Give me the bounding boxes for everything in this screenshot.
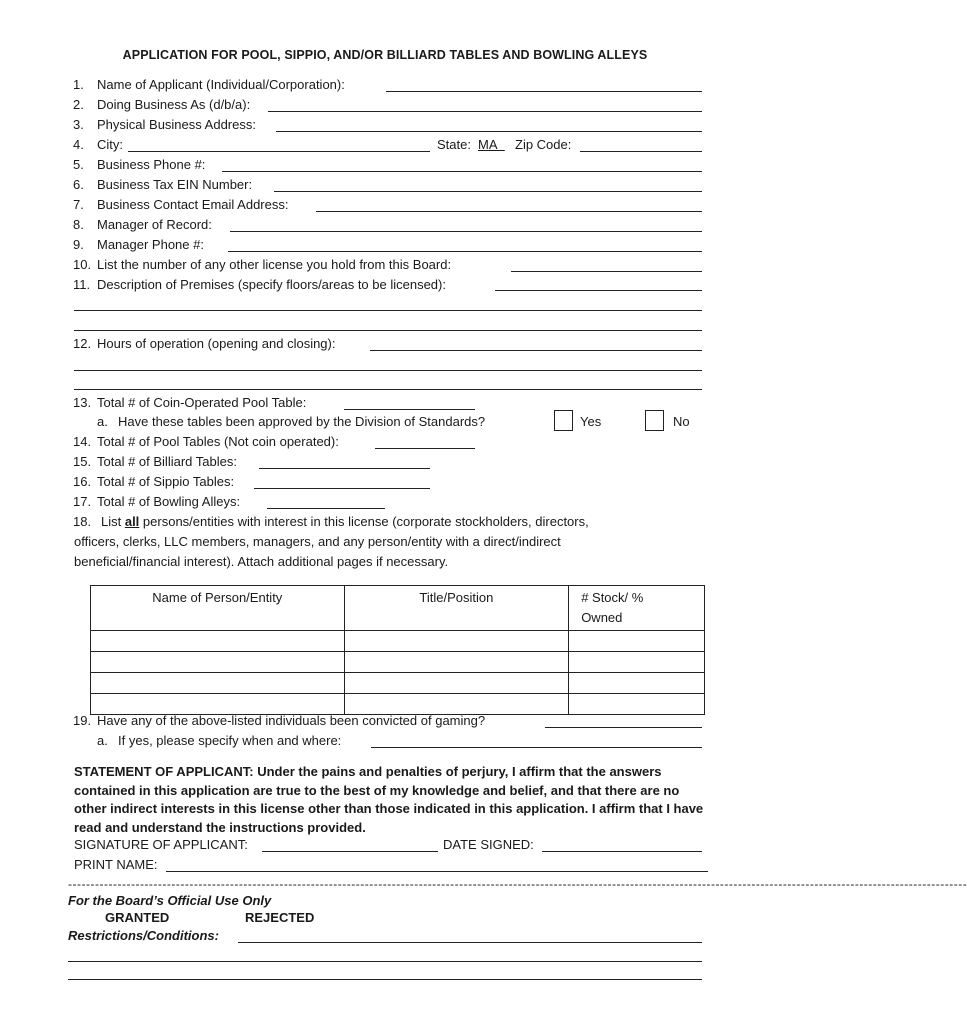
table-cell[interactable] <box>344 652 569 673</box>
q18-number: 18. <box>73 514 92 529</box>
q11-extra-line-1[interactable] <box>74 310 702 311</box>
restrictions-extra-line-1[interactable] <box>68 961 702 962</box>
q1-input-line[interactable] <box>386 91 702 92</box>
signature-label: SIGNATURE OF APPLICANT: <box>74 837 248 852</box>
q15-input-line[interactable] <box>259 468 430 469</box>
official-use-heading: For the Board’s Official Use Only <box>68 893 272 908</box>
q11-extra-line-2[interactable] <box>74 330 702 331</box>
no-label: No <box>673 414 690 429</box>
date-signed-label: DATE SIGNED: <box>443 837 534 852</box>
q13-number: 13. <box>73 395 92 410</box>
q2-input-line[interactable] <box>268 111 702 112</box>
date-signed-input-line[interactable] <box>542 851 702 852</box>
header-title-position: Title/Position <box>344 586 569 631</box>
restrictions-label: Restrictions/Conditions: <box>68 928 219 943</box>
table-cell[interactable] <box>569 673 705 694</box>
q4-state-value: MA <box>478 137 498 152</box>
q9-number: 9. <box>73 237 84 252</box>
q4-number: 4. <box>73 137 84 152</box>
print-name-input-line[interactable] <box>166 871 708 872</box>
q13a-label: Have these tables been approved by the Division of Standards? <box>118 414 486 429</box>
q7-label: Business Contact Email Address: <box>97 197 289 212</box>
q15-number: 15. <box>73 454 92 469</box>
q19-input-line[interactable] <box>545 727 702 728</box>
q13-input-line[interactable] <box>344 409 475 410</box>
rejected-label: REJECTED <box>245 910 315 925</box>
table-cell[interactable] <box>344 631 569 652</box>
q1-label: Name of Applicant (Individual/Corporation): <box>97 77 345 92</box>
dashed-divider: -------------------------------------------------------------------------------------------------------------------------------------------------------------------------------------------------------- <box>68 877 967 891</box>
q11-input-line[interactable] <box>495 290 702 291</box>
q12-input-line[interactable] <box>370 350 702 351</box>
q4-city-input-line[interactable] <box>128 151 430 152</box>
restrictions-extra-line-2[interactable] <box>68 979 702 980</box>
q19a-input-line[interactable] <box>371 747 702 748</box>
owners-table-header <box>91 586 705 631</box>
table-cell[interactable] <box>91 631 345 652</box>
signature-input-line[interactable] <box>262 851 438 852</box>
no-checkbox[interactable] <box>645 410 664 431</box>
q7-number: 7. <box>73 197 84 212</box>
q6-input-line[interactable] <box>274 191 702 192</box>
q9-input-line[interactable] <box>228 251 702 252</box>
q10-number: 10. <box>73 257 92 272</box>
table-cell[interactable] <box>344 673 569 694</box>
table-cell[interactable] <box>569 652 705 673</box>
q14-number: 14. <box>73 434 92 449</box>
q12-label: Hours of operation (opening and closing): <box>97 336 336 351</box>
q12-number: 12. <box>73 336 92 351</box>
table-cell[interactable] <box>91 673 345 694</box>
restrictions-input-line[interactable] <box>238 942 702 943</box>
q6-label: Business Tax EIN Number: <box>97 177 253 192</box>
q11-label: Description of Premises (specify floors/areas to be licensed): <box>97 277 446 292</box>
q15-label: Total # of Billiard Tables: <box>97 454 237 469</box>
q10-label: List the number of any other license you hold from this Board: <box>97 257 452 272</box>
owners-table <box>90 585 705 715</box>
q6-number: 6. <box>73 177 84 192</box>
q19a-letter: a. <box>97 733 108 748</box>
yes-label: Yes <box>580 414 602 429</box>
page-title: APPLICATION FOR POOL, SIPPIO, AND/OR BILLIARD TABLES AND BOWLING ALLEYS <box>122 48 648 62</box>
q8-input-line[interactable] <box>230 231 702 232</box>
q5-input-line[interactable] <box>222 171 702 172</box>
q18-line-1: List all persons/entities with interest in this license (corporate stockholders, directors, <box>101 514 589 529</box>
q16-label: Total # of Sippio Tables: <box>97 474 235 489</box>
q11-number: 11. <box>73 277 91 292</box>
q19-number: 19. <box>73 713 92 728</box>
q1-number: 1. <box>73 77 84 92</box>
table-row <box>91 652 705 673</box>
table-row <box>91 673 705 694</box>
table-row <box>91 694 705 715</box>
q12-extra-line-1[interactable] <box>74 370 702 371</box>
q18-line-3: beneficial/financial interest). Attach additional pages if necessary. <box>74 554 449 569</box>
statement-of-applicant: STATEMENT OF APPLICANT: Under the pains and penalties of perjury, I affirm that the answers contained in this application are true to the best of my knowledge and belief, and that there are no other indirect interests in this license other than those indicated in this application. I affirm that I have read and understand the instructions provided. <box>74 764 704 835</box>
q3-label: Physical Business Address: <box>97 117 256 132</box>
yes-checkbox[interactable] <box>554 410 573 431</box>
q16-number: 16. <box>73 474 92 489</box>
table-cell[interactable] <box>569 694 705 715</box>
q17-label: Total # of Bowling Alleys: <box>97 494 241 509</box>
q10-input-line[interactable] <box>511 271 702 272</box>
q5-number: 5. <box>73 157 84 172</box>
table-row <box>91 631 705 652</box>
q5-label: Business Phone #: <box>97 157 206 172</box>
q3-input-line[interactable] <box>276 131 702 132</box>
header-stock-owned: # Stock/ % Owned <box>569 586 705 631</box>
q13a-letter: a. <box>97 414 108 429</box>
header-name-of-person-entity: Name of Person/Entity <box>91 586 345 631</box>
q13-label: Total # of Coin-Operated Pool Table: <box>97 395 307 410</box>
granted-label: GRANTED <box>105 910 170 925</box>
table-cell[interactable] <box>91 694 345 715</box>
table-cell[interactable] <box>344 694 569 715</box>
q4-zip-input-line[interactable] <box>580 151 702 152</box>
q8-label: Manager of Record: <box>97 217 212 232</box>
table-cell[interactable] <box>91 652 345 673</box>
q7-input-line[interactable] <box>316 211 702 212</box>
q17-number: 17. <box>73 494 92 509</box>
q2-label: Doing Business As (d/b/a): <box>97 97 251 112</box>
q12-extra-line-2[interactable] <box>74 389 702 390</box>
q14-label: Total # of Pool Tables (Not coin operated): <box>97 434 339 449</box>
print-name-label: PRINT NAME: <box>74 857 158 872</box>
q9-label: Manager Phone #: <box>97 237 204 252</box>
q4-state-label: State: <box>437 137 471 152</box>
q17-input-line[interactable] <box>267 508 385 509</box>
q16-input-line[interactable] <box>254 488 430 489</box>
q4-zip-label: Zip Code: <box>515 137 572 152</box>
q14-input-line[interactable] <box>375 448 475 449</box>
q19a-label: If yes, please specify when and where: <box>118 733 342 748</box>
q18-line-2: officers, clerks, LLC members, managers, and any person/entity with a direct/indirect <box>74 534 561 549</box>
q19-label: Have any of the above-listed individuals been convicted of gaming? <box>97 713 486 728</box>
q3-number: 3. <box>73 117 84 132</box>
q2-number: 2. <box>73 97 84 112</box>
q4-city-label: City: <box>97 137 123 152</box>
table-cell[interactable] <box>569 631 705 652</box>
q8-number: 8. <box>73 217 84 232</box>
